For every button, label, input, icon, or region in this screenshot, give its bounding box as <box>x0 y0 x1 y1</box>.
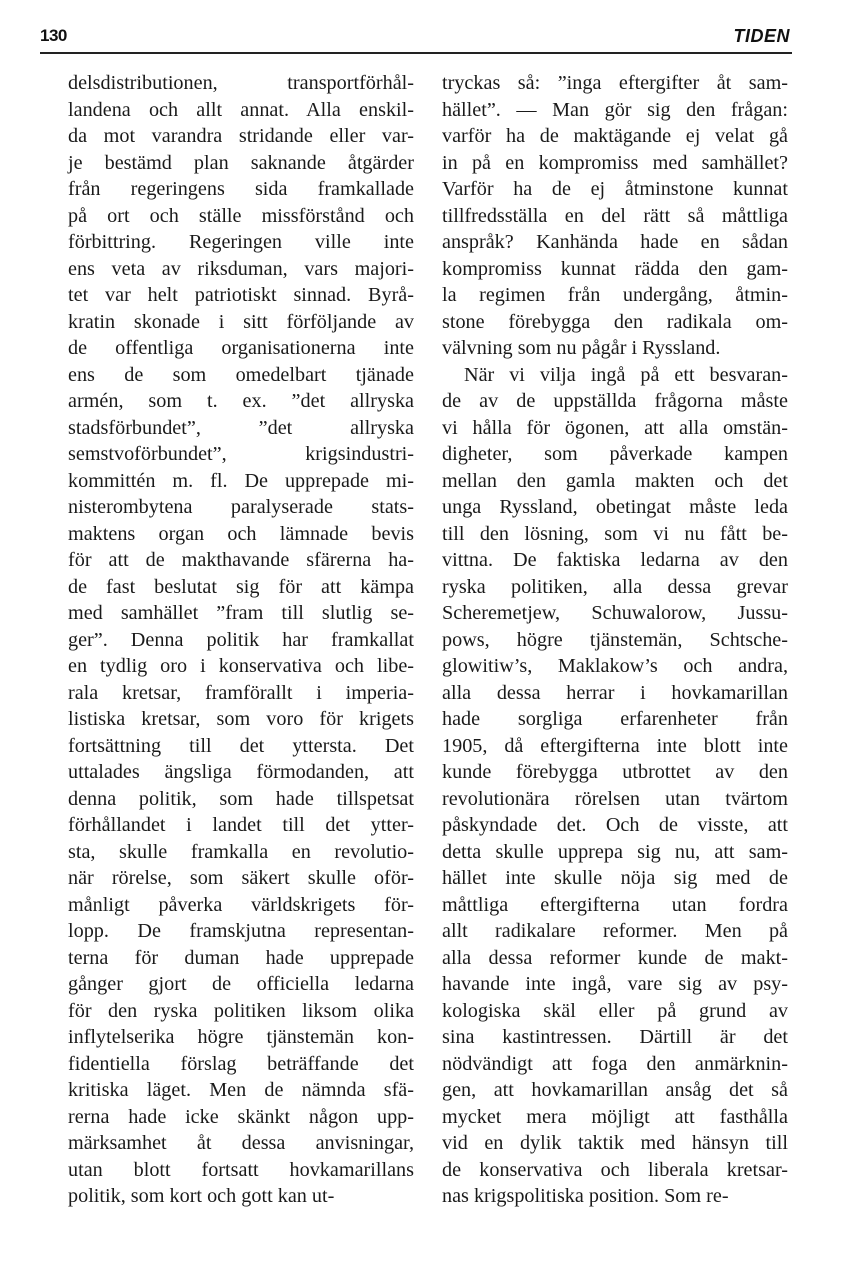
left-column <box>68 70 414 1210</box>
text-line: gen, att hovkamarillan ansåg det så <box>442 1079 788 1101</box>
text-line: je bestämd plan saknande åtgärder <box>68 151 414 174</box>
text-line: stadsförbundet”, ”det allryska <box>68 416 414 439</box>
text-line: unga Ryssland, obetingat måste leda <box>442 496 788 518</box>
text-line: anspråk? Kanhända hade en sådan <box>442 231 788 253</box>
text-line: med samhället ”fram till slutlig se- <box>68 602 414 624</box>
text-line: de fast beslutat sig för att kämpa <box>68 575 414 598</box>
text-line: kommittén m. fl. De upprepade mi- <box>68 469 414 492</box>
text-line: Varför ha de ej åtminstone kunnat <box>442 178 788 200</box>
text-line: rala kretsar, framförallt i imperia- <box>68 681 414 704</box>
text-line: När vi vilja ingå på ett besvaran- <box>464 363 788 386</box>
text-line: hället inte skulle nöja sig med de <box>442 867 788 889</box>
text-line: när rörelse, som säkert skulle oför- <box>68 867 414 889</box>
text-line: gånger gjort de officiella ledarna <box>68 973 414 995</box>
text-line: ens de som omedelbart tjänade <box>68 363 414 386</box>
text-line: vittna. De faktiska ledarna av den <box>442 549 788 571</box>
text-line: pows, högre tjänstemän, Schtsche- <box>442 628 788 651</box>
text-line: sta, skulle framkalla en revolutio- <box>68 840 414 863</box>
text-line: 1905, då eftergifterna inte blott inte <box>442 734 788 757</box>
text-line: stone förebygga den radikala om- <box>442 310 788 333</box>
text-line: inflytelserika högre tjänstemän kon- <box>68 1026 414 1048</box>
text-line: alla dessa reformer kunde de makt- <box>442 946 788 969</box>
text-line: tet var helt patriotiskt sinnad. Byrå- <box>68 284 414 306</box>
page-header <box>40 22 790 52</box>
right-column <box>442 70 788 1210</box>
text-line: Scheremetjew, Schuwalorow, Jussu- <box>442 602 788 624</box>
text-line: ryska politiken, alla dessa grevar <box>442 575 788 598</box>
text-line: nödvändigt att foga den anmärknin- <box>442 1052 788 1075</box>
text-line: på ort och ställe missförstånd och <box>68 204 414 227</box>
text-line: in på en kompromiss med samhället? <box>442 151 788 174</box>
text-line: rerna hade icke skänkt någon upp- <box>68 1105 414 1128</box>
text-line: nas krigspolitiska position. Som re- <box>442 1185 729 1207</box>
text-line: hade sorgliga erfarenheter från <box>442 708 788 730</box>
text-line: utan blott fortsatt hovkamarillans <box>68 1158 414 1181</box>
text-line: revolutionära rörelsen utan tvärtom <box>442 787 788 810</box>
text-line: märksamhet åt dessa anvisningar, <box>68 1132 414 1154</box>
text-line: kologiska skäl eller på grund av <box>442 999 788 1022</box>
text-line: sina kastintressen. Därtill är det <box>442 1026 788 1048</box>
text-line: hället”. — Man gör sig den frågan: <box>442 98 788 121</box>
text-line: mycket mera möjligt att fasthålla <box>442 1105 788 1128</box>
text-line: måttliga eftergifterna utan fordra <box>442 893 788 916</box>
text-line: terna för duman hade upprepade <box>68 946 414 969</box>
text-line: månligt påverka världskrigets för- <box>68 893 414 916</box>
text-line: tryckas så: ”inga eftergifter åt sam- <box>442 72 788 94</box>
text-line: nisterombytena paralyserade stats- <box>68 496 414 518</box>
text-line: de konservativa och liberala kretsar- <box>442 1158 788 1181</box>
page-number: 130 <box>40 26 67 45</box>
text-line: digheter, som påverkade kampen <box>442 443 788 465</box>
text-line: kratin skonade i sitt förföljande av <box>68 310 414 333</box>
text-line: de av de uppställda frågorna måste <box>442 390 788 412</box>
running-title: TIDEN <box>733 26 790 46</box>
text-line: armén, som t. ex. ”det allryska <box>68 390 414 412</box>
text-line: maktens organ och lämnade bevis <box>68 522 414 545</box>
text-line: denna politik, som hade tillspetsat <box>68 787 414 810</box>
text-line: tillfredsställa en del rätt så måttliga <box>442 204 788 227</box>
text-line: mellan den gamla makten och det <box>442 469 788 492</box>
text-line: en tydlig oro i konservativa och libe- <box>68 655 414 677</box>
text-line: vi hålla för ögonen, att alla omstän- <box>442 416 788 439</box>
text-line: varför ha de maktägande ej velat gå <box>442 125 788 147</box>
text-line: förhållandet i landet till det ytter- <box>68 814 414 836</box>
text-line: vid en dylik taktik med hänsyn till <box>442 1132 788 1154</box>
text-line: alla dessa herrar i hovkamarillan <box>442 681 788 704</box>
header-rule <box>40 52 792 54</box>
text-line: ens veta av riksduman, vars majori- <box>68 257 414 280</box>
text-line: glowitiw’s, Maklakow’s och andra, <box>442 655 788 677</box>
text-line: uttalades ängsliga förmodanden, att <box>68 761 414 783</box>
text-line: påskyndade det. Och de visste, att <box>442 814 788 836</box>
text-line: havande inte ingå, vare sig av psy- <box>442 973 788 995</box>
text-line: landena och allt annat. Alla enskil- <box>68 98 414 121</box>
text-line: detta skulle upprepa sig nu, att sam- <box>442 840 788 863</box>
text-line: kompromiss kunnat rädda den gam- <box>442 257 788 280</box>
text-line: la regimen från undergång, åtmin- <box>442 284 788 306</box>
text-line: kunde förebygga utbrottet av den <box>442 761 788 783</box>
text-line: kritiska läget. Men de nämnda sfä- <box>68 1079 414 1101</box>
text-line: lopp. De framskjutna representan- <box>68 920 414 942</box>
text-line: fortsättning till det yttersta. Det <box>68 734 414 757</box>
text-line: från regeringens sida framkallade <box>68 178 414 200</box>
text-line: för att de makthavande sfärerna ha- <box>68 549 414 571</box>
text-line: till den lösning, som vi nu fått be- <box>442 522 788 545</box>
text-line: förbittring. Regeringen ville inte <box>68 231 414 253</box>
text-line: delsdistributionen, transportförhål- <box>68 72 414 94</box>
text-line: semstvoförbundet”, krigsindustri- <box>68 443 414 465</box>
text-line: politik, som kort och gott kan ut- <box>68 1185 335 1207</box>
text-line: listiska kretsar, som voro för krigets <box>68 708 414 730</box>
text-line: da mot varandra stridande eller var- <box>68 125 414 147</box>
text-line: för den ryska politiken liksom olika <box>68 999 414 1022</box>
text-line: allt radikalare reformer. Men på <box>442 920 788 942</box>
text-line: de offentliga organisationerna inte <box>68 337 414 359</box>
text-line: fidentiella förslag beträffande det <box>68 1052 414 1075</box>
text-line: välvning som nu pågår i Ryssland. <box>442 337 721 359</box>
text-line: ger”. Denna politik har framkallat <box>68 628 414 651</box>
